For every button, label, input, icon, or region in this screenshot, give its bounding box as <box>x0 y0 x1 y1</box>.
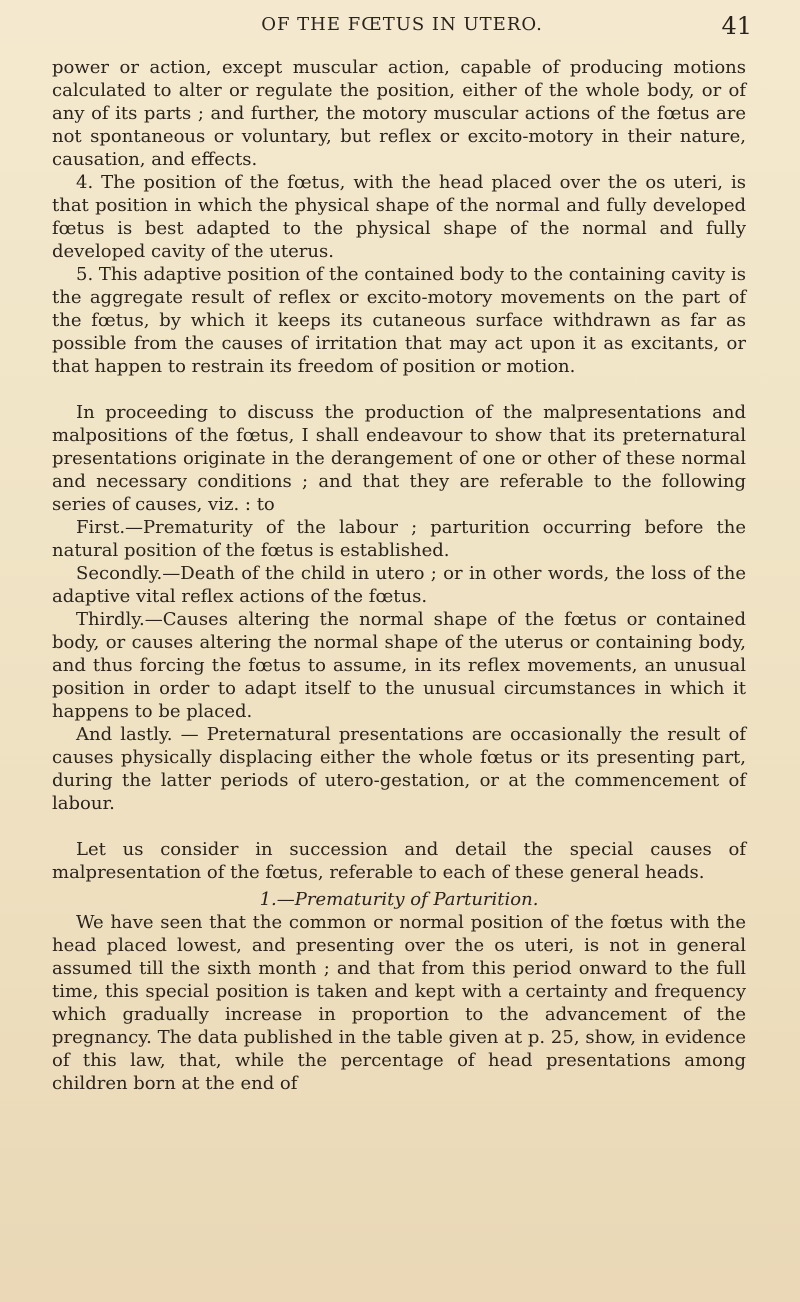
paragraph-continuation: power or action, except muscular action, capable of producing motions calculated to alter or regulate the position, either of the whole body, or of any of its parts ; and further, the motory muscular actions of the fœtus are not spontaneous or voluntary, but reflex or excito-motory in their nature, causation, and effects. <box>52 57 746 170</box>
paragraph-last-cause: And lastly. — Preternatural presentations are occasionally the result of causes physically displacing either the whole fœtus or its presenting part, during the latter periods of utero-gestation, or at the commencement of labour. <box>52 724 746 814</box>
paragraph-consider: Let us consider in succession and detail the special causes of malpresentation of the fœtus, referable to each of these general heads. <box>52 839 746 883</box>
paragraph-gap <box>52 378 746 401</box>
paragraph-first-cause: First.—Prematurity of the labour ; parturition occurring before the natural position of the fœtus is established. <box>52 517 746 561</box>
section-heading: 1.—Prematurity of Parturition. <box>259 889 539 910</box>
page-body <box>52 56 746 1095</box>
paragraph-proposition-4: 4. The position of the fœtus, with the head placed over the os uteri, is that position in which the physical shape of the normal and fully developed fœtus is best adapted to the physical shape of the normal and fully developed cavity of the uterus. <box>52 172 746 262</box>
paragraph-third-cause: Thirdly.—Causes altering the normal shape of the fœtus or contained body, or causes altering the normal shape of the uterus or containing body, and thus forcing the fœtus to assume, in its reflex movements, an unusual position in order to adapt itself to the unusual circumstances in which it happens to be placed. <box>52 609 746 722</box>
running-title: OF THE FŒTUS IN UTERO. <box>261 14 543 35</box>
paragraph-prematurity: We have seen that the common or normal position of the fœtus with the head placed lowest, and presenting over the os uteri, is not in general assumed till the sixth month ; and that from this period onward to the full time, this special position is taken and kept with a certainty and frequency which gradually increase in proportion to the advancement of the pregnancy. The data published in the table given at p. 25, show, in evidence of this law, that, while the percentage of head presentations among children born at the end of <box>52 912 746 1094</box>
paragraph-proposition-5: 5. This adaptive position of the contained body to the containing cavity is the aggregate result of reflex or excito-motory movements on the part of the fœtus, by which it keeps its cutaneous surface withdrawn as far as possible from the causes of irritation that may act upon it as excitants, or that happen to restrain its freedom of position or motion. <box>52 264 746 377</box>
page-number: 41 <box>721 12 752 40</box>
paragraph-second-cause: Secondly.—Death of the child in utero ; or in other words, the loss of the adaptive vital reflex actions of the fœtus. <box>52 563 746 607</box>
running-head <box>52 14 752 44</box>
paragraph-gap <box>52 815 746 838</box>
paragraph-introduction: In proceeding to discuss the production of the malpresentations and malpositions of the fœtus, I shall endeavour to show that its preternatural presentations originate in the derangement of one or other of these normal and necessary conditions ; and that they are referable to the following series of causes, viz. : to <box>52 402 746 515</box>
